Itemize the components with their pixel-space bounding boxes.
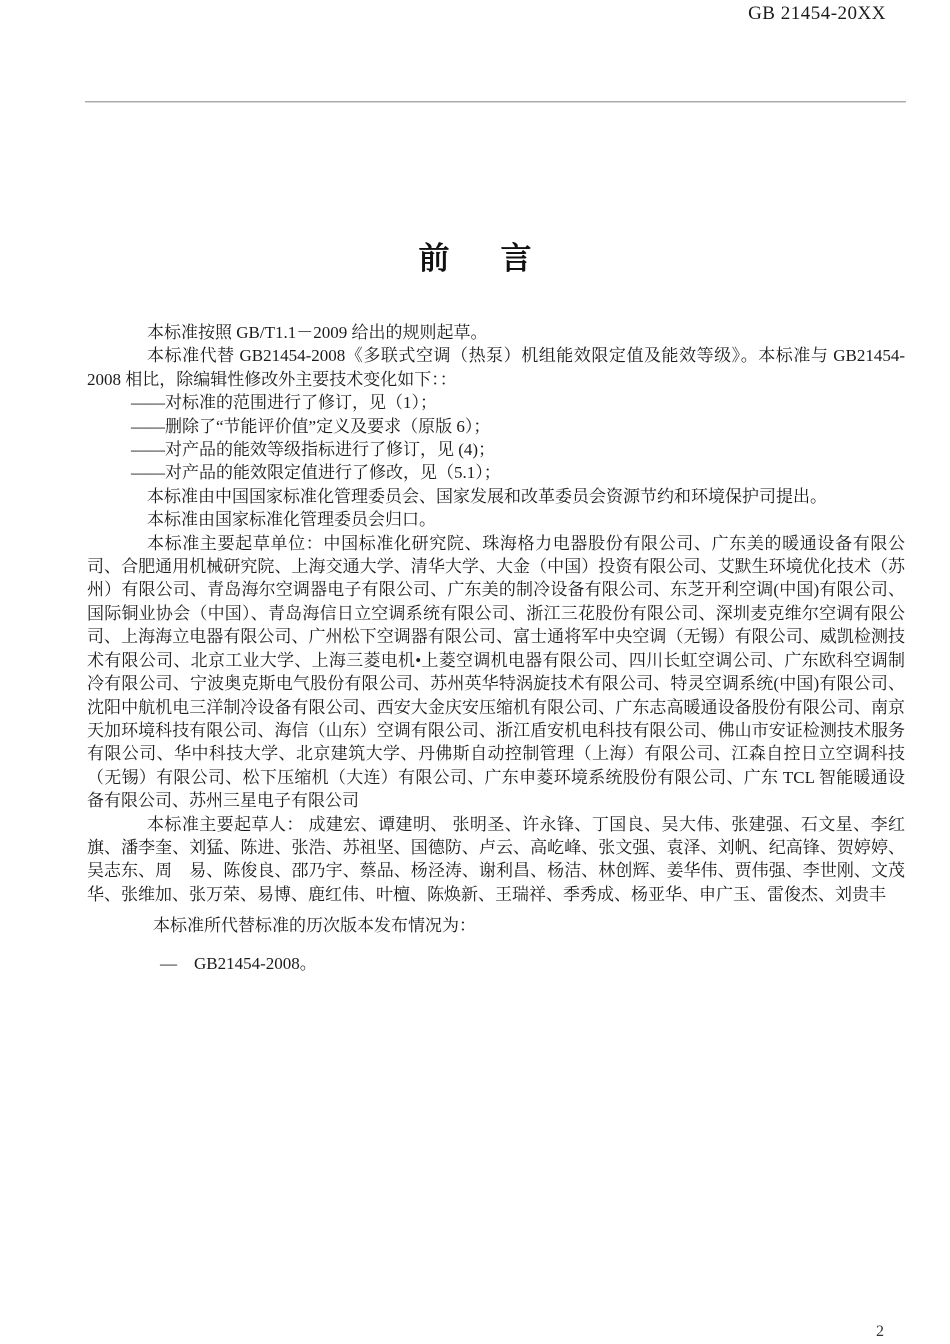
paragraph: 本标准主要起草人： 成建宏、谭建明、 张明圣、许永锋、丁国良、吴大伟、张建强、石文星、李红旗、潘李奎、刘猛、陈进、张浩、苏祖坚、国德防、卢云、高屹峰、张文强、袁泽、刘帆、纪高锋、贺婷婷、吴志东、周 易、陈俊良、邵乃宇、蔡品、杨泾涛、谢利昌、杨洁、林创辉、姜华伟、贾伟强、李世刚、文茂华、张维加、张万荣、易博、鹿红伟、叶檀、陈焕新、王瑞祥、季秀成、杨亚华、申广玉、雷俊杰、刘贵丰 xyxy=(87,814,905,904)
paragraph: ——对产品的能效限定值进行了修改，见（5.1）； xyxy=(131,463,501,483)
paragraph: ——删除了“节能评价值”定义及要求（原版 6）； xyxy=(131,416,491,436)
paragraph: — GB21454-2008。 xyxy=(160,953,317,973)
paragraph: 本标准由国家标准化管理委员会归口。 xyxy=(147,510,436,530)
paragraph: ——对标准的范围进行了修订，见（1）； xyxy=(131,393,437,413)
paragraph: ——对产品的能效等级指标进行了修订，见 (4)； xyxy=(131,440,496,460)
paragraph: 本标准所代替标准的历次版本发布情况为： xyxy=(153,916,476,936)
standard-number-header: GB 21454-20XX xyxy=(748,3,886,24)
page-number: 2 xyxy=(876,1323,884,1340)
paragraph: 本标准由中国国家标准化管理委员会、国家发展和改革委员会资源节约和环境保护司提出。 xyxy=(147,486,827,506)
foreword-body xyxy=(87,321,905,975)
paragraph: 本标准按照 GB/T1.1－2009 给出的规则起草。 xyxy=(147,323,488,342)
page-title: 前 言 xyxy=(418,241,542,276)
header-rule xyxy=(85,101,906,103)
paragraph: 本标准主要起草单位：中国标准化研究院、珠海格力电器股份有限公司、广东美的暖通设备有限公司、合肥通用机械研究院、上海交通大学、清华大学、大金（中国）投资有限公司、艾默生环境优化技术（苏州）有限公司、青岛海尔空调器电子有限公司、广东美的制冷设备有限公司、东芝开利空调(中国)有限公司、国际铜业协会（中国）、青岛海信日立空调系统有限公司、浙江三花股份有限公司、深圳麦克维尔空调有限公司、上海海立电器有限公司、广州松下空调器有限公司、富士通将军中央空调（无锡）有限公司、威凯检测技术有限公司、北京工业大学、上海三菱电机•上菱空调机电器有限公司、四川长虹空调公司、广东欧科空调制冷有限公司、宁波奥克斯电气股份有限公司、苏州英华特涡旋技术有限公司、特灵空调系统(中国)有限公司、沈阳中航机电三洋制冷设备有限公司、西安大金庆安压缩机有限公司、广东志高暖通设备股份有限公司、南京天加环境科技有限公司、海信（山东）空调有限公司、浙江盾安机电科技有限公司、佛山市安证检测技术服务有限公司、华中科技大学、北京建筑大学、丹佛斯自动控制管理（上海）有限公司、江森自控日立空调科技（无锡）有限公司、松下压缩机（大连）有限公司、广东申菱环境系统股份有限公司、广东 TCL 智能暖通设备有限公司、苏州三星电子有限公司 xyxy=(87,533,905,811)
paragraph: 本标准代替 GB21454-2008《多联式空调（热泵）机组能效限定值及能效等级》。本标准与 GB21454-2008 相比，除编辑性修改外主要技术变化如下：： xyxy=(87,346,905,389)
